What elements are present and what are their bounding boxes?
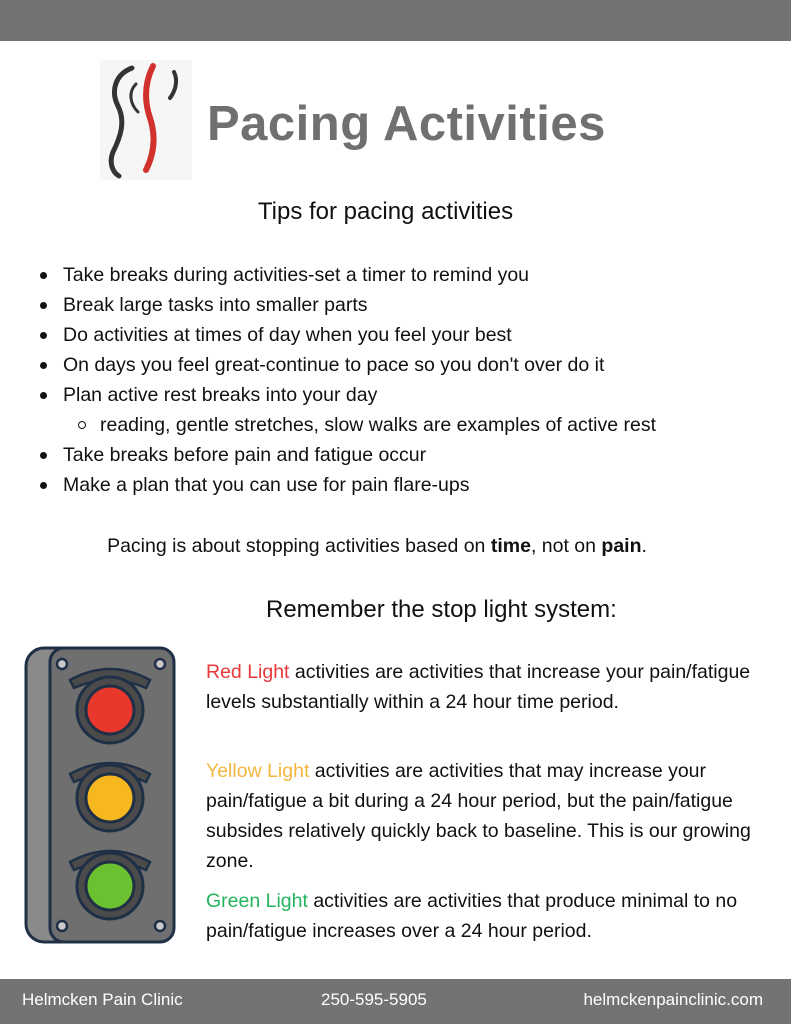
bullet-icon xyxy=(40,452,47,459)
spine-logo-icon xyxy=(100,60,192,180)
bullet-icon xyxy=(40,392,47,399)
green-light-description: Green Light activities are activities that produce minimal to no pain/fatigue increases over a 24 hour period. xyxy=(206,890,738,942)
sub-list-item: reading, gentle stretches, slow walks are examples of active rest xyxy=(38,410,778,440)
pacing-note: Pacing is about stopping activities based on time, not on pain. xyxy=(107,535,647,557)
page-title: Pacing Activities xyxy=(207,97,606,151)
bullet-icon xyxy=(40,272,47,279)
list-item: Take breaks before pain and fatigue occur xyxy=(38,440,778,470)
footer-phone: 250-595-5905 xyxy=(321,990,427,1009)
bullet-icon xyxy=(40,332,47,339)
top-bar xyxy=(0,0,791,41)
bullet-icon xyxy=(40,482,47,489)
emphasis-time: time xyxy=(490,535,531,557)
list-item: Break large tasks into smaller parts xyxy=(38,290,778,320)
stoplight-heading: Remember the stop light system: xyxy=(266,596,617,623)
yellow-light-label: Yellow Light xyxy=(206,760,310,782)
list-item: On days you feel great-continue to pace so you don't over do it xyxy=(38,350,778,380)
footer-website: helmckenpainclinic.com xyxy=(583,990,763,1009)
bullet-icon xyxy=(40,362,47,369)
yellow-light-description: Yellow Light activities are activities that may increase your pain/fatigue a bit during a 24 hour period, but the pain/fatigue subsides relatively quickly back to baseline. This is our growing zone. xyxy=(206,760,751,872)
footer-clinic-name: Helmcken Pain Clinic xyxy=(22,990,183,1009)
list-item: Make a plan that you can use for pain flare-ups xyxy=(38,470,778,500)
tips-list xyxy=(38,260,778,500)
footer-bar xyxy=(0,979,791,1024)
green-light-label: Green Light xyxy=(206,890,308,912)
list-item: Take breaks during activities-set a timer to remind you xyxy=(38,260,778,290)
hollow-bullet-icon xyxy=(78,421,86,429)
red-light-label: Red Light xyxy=(206,661,290,683)
traffic-light-icon xyxy=(24,646,176,944)
tips-heading: Tips for pacing activities xyxy=(257,198,514,225)
red-light-description: Red Light activities are activities that increase your pain/fatigue levels substantially within a 24 hour time period. xyxy=(206,661,751,713)
list-item: Plan active rest breaks into your day xyxy=(38,380,778,410)
list-item: Do activities at times of day when you feel your best xyxy=(38,320,778,350)
emphasis-pain: pain xyxy=(601,535,642,557)
bullet-icon xyxy=(40,302,47,309)
